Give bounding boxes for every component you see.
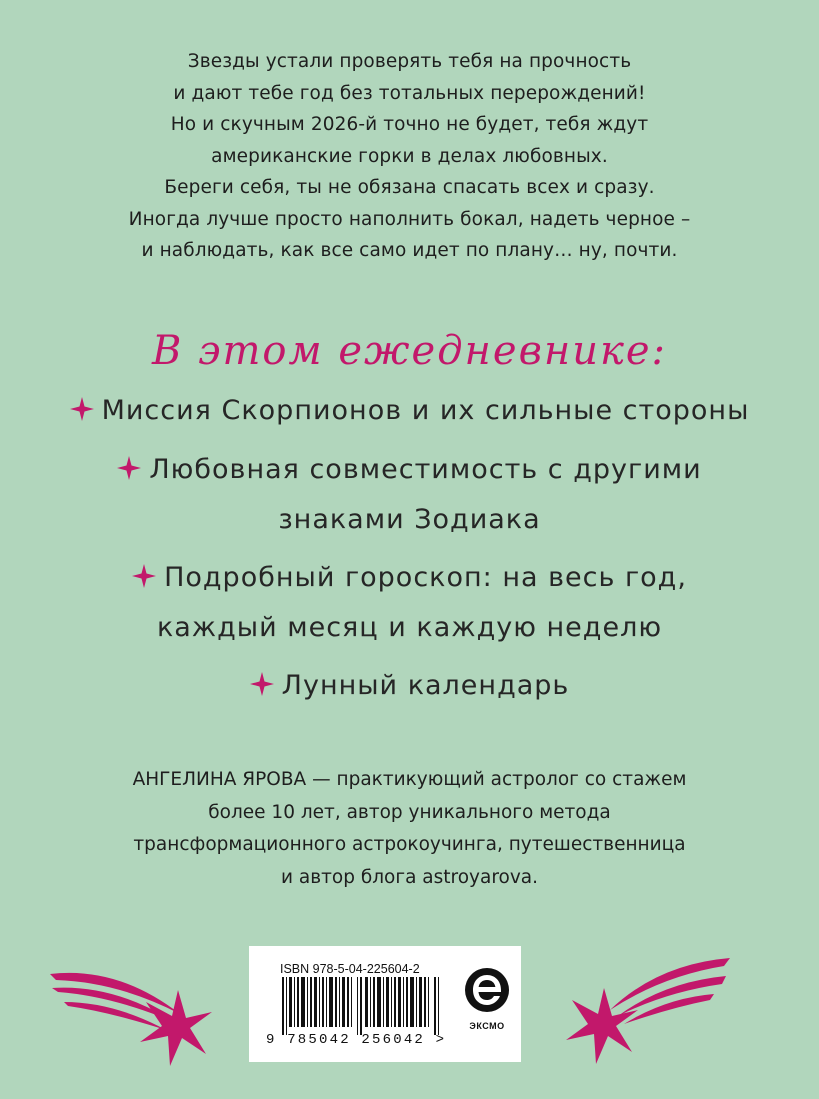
feature-item xyxy=(0,553,819,653)
author-line: АНГЕЛИНА ЯРОВА — практикующий астролог со стажем xyxy=(132,769,687,790)
author-line: трансформационного астрокоучинга, путешественница xyxy=(133,834,686,855)
feature-text: знаками Зодиака xyxy=(278,504,541,535)
author-line: и автор блога astroyarova. xyxy=(280,866,539,888)
feature-item xyxy=(0,386,819,436)
isbn-label: ISBN 978-5-04-225604-2 xyxy=(280,962,420,976)
feature-item xyxy=(0,661,819,711)
comet-star-icon xyxy=(558,954,733,1074)
isbn-barcode-panel xyxy=(249,946,521,1062)
comet-star-icon xyxy=(48,962,218,1072)
publisher-logo-icon xyxy=(463,966,511,1014)
publisher-name: ЭКСМО xyxy=(469,1021,505,1031)
barcode-icon xyxy=(282,977,442,1035)
sparkle-icon xyxy=(70,397,94,421)
intro-line: Береги себя, ты не обязана спасать всех и сразу. xyxy=(164,177,655,198)
feature-item xyxy=(0,445,819,545)
feature-text: каждый месяц и каждую неделю xyxy=(156,612,663,643)
feature-text: Любовная совместимость с другими xyxy=(149,454,702,485)
intro-line: Звезды устали проверять тебя на прочность xyxy=(187,51,632,72)
sparkle-icon xyxy=(132,564,156,588)
feature-text: Подробный гороскоп: на весь год, xyxy=(164,562,687,593)
isbn-digits: 9 785042 256042 > xyxy=(266,1032,447,1048)
author-line: более 10 лет, автор уникального метода xyxy=(208,801,611,823)
intro-line: американские горки в делах любовных. xyxy=(211,145,608,167)
sparkle-icon xyxy=(250,672,274,696)
intro-text xyxy=(0,46,819,267)
feature-text: Миссия Скорпионов и их сильные стороны xyxy=(101,395,750,426)
intro-line: и дают тебе год без тотальных перерождений! xyxy=(173,82,646,104)
intro-line: Иногда лучше просто наполнить бокал, надеть черное – xyxy=(128,208,691,230)
intro-line: и наблюдать, как все само идет по плану… ну, почти. xyxy=(141,240,678,261)
author-bio xyxy=(0,764,819,894)
features-heading: В этом ежедневнике: xyxy=(151,328,667,374)
intro-line: Но и скучным 2026-й точно не будет, тебя ждут xyxy=(170,114,649,135)
feature-text: Лунный календарь xyxy=(281,670,570,701)
sparkle-icon xyxy=(117,456,141,480)
